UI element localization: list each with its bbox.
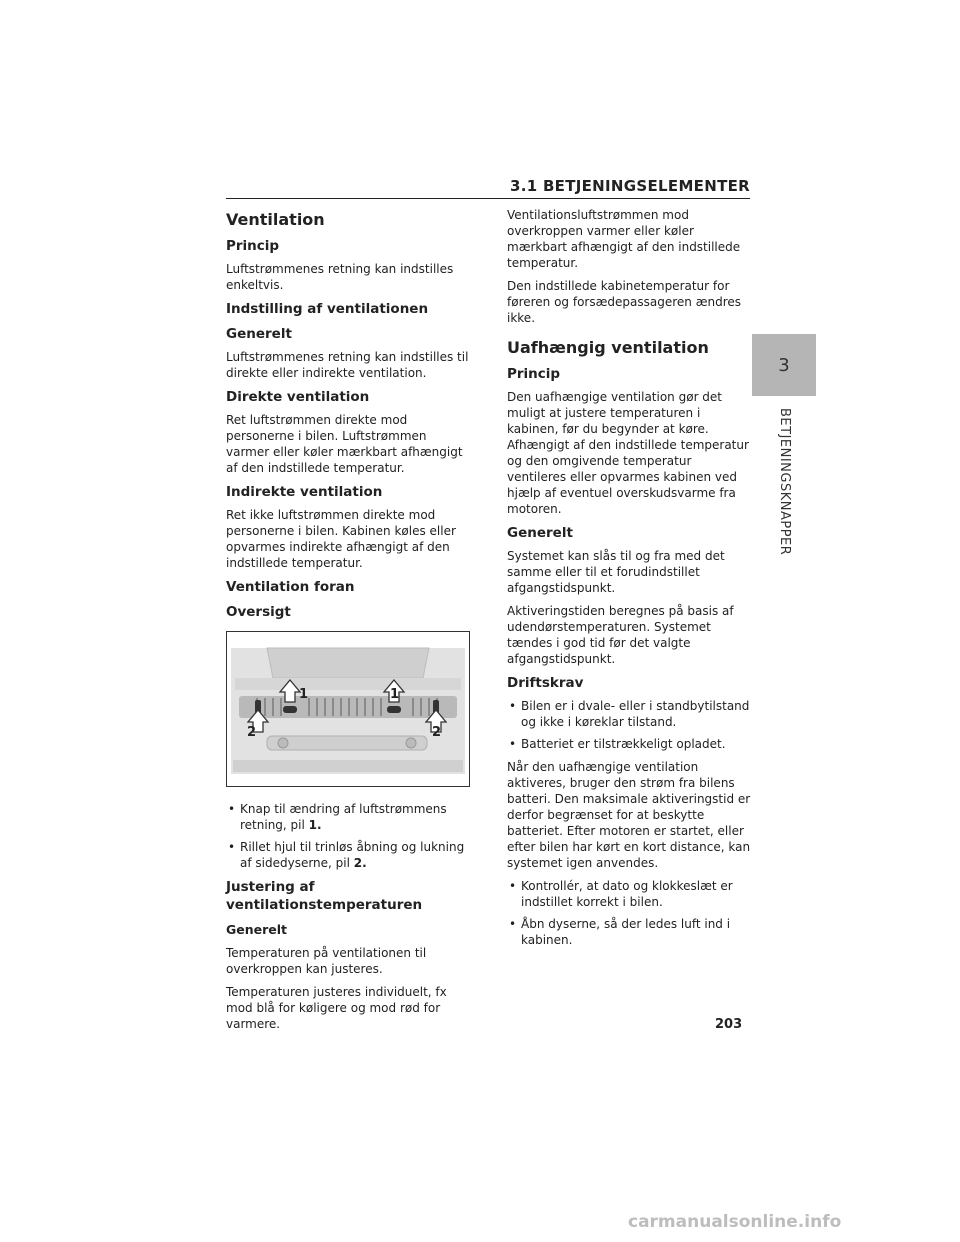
heading-generelt-right: Generelt — [507, 525, 573, 541]
generelt-text-right-2: Aktiveringstiden beregnes på basis af udendørstemperaturen. Systemet tændes i god tid før det valgte afgangstidspunkt. — [507, 604, 734, 666]
right-column — [507, 207, 751, 955]
vent-bullet-list — [226, 801, 470, 871]
watermark: carmanualsonline.info — [628, 1212, 842, 1232]
aktivering-text: Når den uafhængige ventilation aktiveres, bruger den strøm fra bilens batteri. Den maksimale aktiveringstid er derfor begrænset for at beskytte batteriet. Efter motoren er startet, eller efter bilen har kørt en kort distance, kan systemet igen anvendes. — [507, 760, 751, 870]
dashboard-vent-drawing — [227, 632, 469, 786]
princip-text: Luftstrømmenes retning kan indstilles enkeltvis. — [226, 262, 454, 292]
indirekte-text: Ret ikke luftstrømmen direkte mod personerne i bilen. Kabinen køles eller opvarmes indirekte afhængigt af den indstillede temperatur. — [226, 508, 456, 570]
heading-oversigt: Oversigt — [226, 604, 291, 620]
driftskrav-list — [507, 698, 751, 752]
heading-ventilation-foran: Ventilation foran — [226, 579, 355, 595]
chapter-number: 3 — [778, 354, 790, 376]
arrow-label-1-right: 1 — [390, 687, 400, 702]
list-item: • Batteriet er tilstrækkeligt opladet. — [509, 737, 726, 751]
generelt-text-right-1: Systemet kan slås til og fra med det samme eller til et forudindstillet afgangstidspunkt. — [507, 549, 725, 595]
left-column — [226, 207, 470, 1039]
intro-text-1: Ventilationsluftstrømmen mod overkroppen varmer eller køler mærkbart afhængigt af den indstillede temperatur. — [507, 208, 741, 270]
heading-indirekte: Indirekte ventilation — [226, 484, 383, 500]
generelt-text: Luftstrømmenes retning kan indstilles til direkte eller indirekte ventilation. — [226, 350, 469, 380]
princip-text-right: Den uafhængige ventilation gør det muligt at justere temperaturen i kabinen, før du begynder at køre. Afhængigt af den indstillede temperatur og den omgivende temperatur ventileres eller opvarmes kabinen ved hjælp af eventuel overskudsvarme fra motoren. — [507, 390, 749, 516]
page-number: 203 — [715, 1017, 743, 1032]
heading-driftskrav: Driftskrav — [507, 675, 584, 691]
section-header: 3.1 BETJENINGSELEMENTER — [509, 177, 750, 195]
section-title-uafhaengig: Uafhængig ventilation — [507, 338, 709, 357]
intro-text-2: Den indstillede kabinetemperatur for føreren og forsædepassageren ændres ikke. — [507, 279, 742, 325]
arrow-label-1-left: 1 — [299, 687, 309, 702]
chapter-tab — [752, 334, 816, 396]
heading-justering-generelt: Generelt — [226, 922, 288, 937]
list-item: • Knap til ændring af luftstrømmens retning, pil 1. — [228, 802, 447, 832]
action-list — [507, 878, 751, 948]
heading-princip: Princip — [226, 238, 280, 254]
list-item: • Bilen er i dvale- eller i standbytilstand og ikke i køreklar tilstand. — [509, 699, 750, 729]
arrow-label-2-left: 2 — [247, 725, 257, 740]
list-item: • Rillet hjul til trinløs åbning og lukning af sidedyserne, pil 2. — [228, 840, 465, 870]
heading-generelt: Generelt — [226, 326, 292, 342]
list-item: • Åbn dyserne, så der ledes luft ind i kabinen. — [509, 917, 731, 947]
header-divider — [226, 198, 750, 199]
justering-text-2: Temperaturen justeres individuelt, fx mod blå for køligere og mod rød for varmere. — [226, 985, 447, 1031]
chapter-label: BETJENINGSKNAPPER — [777, 408, 792, 556]
direkte-text: Ret luftstrømmen direkte mod personerne i bilen. Luftstrømmen varmer eller køler mærkbart afhængigt af den indstillede temperatur. — [226, 413, 463, 475]
vent-illustration — [226, 631, 470, 787]
heading-princip-right: Princip — [507, 366, 561, 382]
heading-justering: Justering af ventilationstemperaturen — [226, 879, 423, 913]
justering-text-1: Temperaturen på ventilationen til overkroppen kan justeres. — [226, 946, 427, 976]
list-item: • Kontrollér, at dato og klokkeslæt er indstillet korrekt i bilen. — [509, 879, 733, 909]
heading-indstilling: Indstilling af ventilationen — [226, 301, 429, 317]
arrow-label-2-right: 2 — [432, 725, 442, 740]
heading-direkte: Direkte ventilation — [226, 389, 370, 405]
section-title-ventilation: Ventilation — [226, 210, 325, 229]
